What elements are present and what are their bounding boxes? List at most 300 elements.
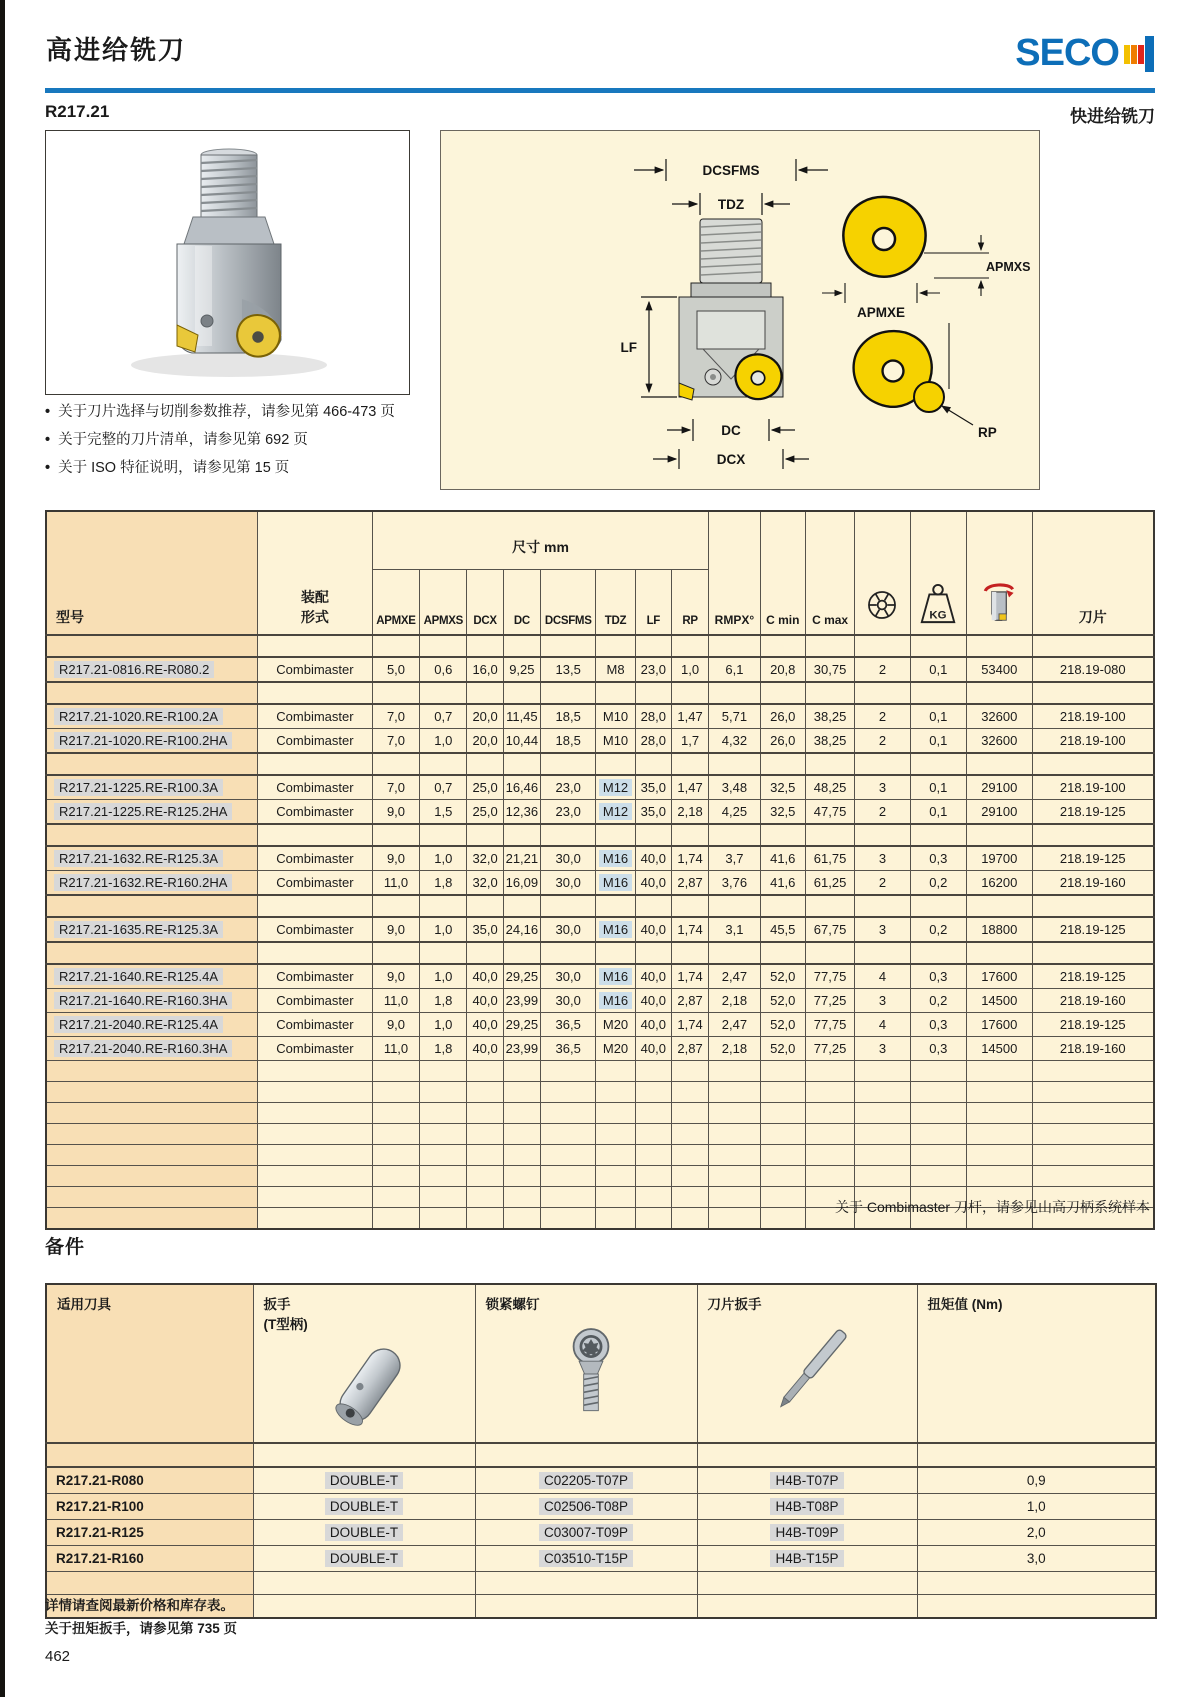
empty-cell [855, 1166, 910, 1187]
cell-model-value: R217.21-1225.RE-R100.3A [54, 779, 223, 796]
cell-rpm: 29100 [967, 800, 1032, 825]
cell-lf: 40,0 [635, 1037, 671, 1061]
cell-rpm: 14500 [967, 989, 1032, 1013]
empty-cell [855, 1103, 910, 1124]
empty-row [46, 824, 1154, 846]
empty-cell [967, 1166, 1032, 1187]
cell-dcx: 40,0 [467, 964, 503, 989]
cell-kg: 0,1 [910, 800, 966, 825]
page-number: 462 [45, 1648, 71, 1665]
cell-z: 4 [855, 1013, 910, 1037]
spare-col-key [697, 1284, 917, 1443]
cell-wrench-value: DOUBLE-T [325, 1524, 403, 1541]
empty-cell [910, 753, 966, 775]
cell-insert: 218.19-125 [1032, 800, 1154, 825]
cell-tdz-value: M16 [599, 850, 632, 867]
cell-screw [475, 1520, 697, 1546]
cell-apmxe: 9,0 [372, 846, 419, 871]
cell-dcsfms: 13,5 [541, 657, 596, 682]
cell-dcx: 32,0 [467, 871, 503, 896]
cell-key [697, 1467, 917, 1494]
empty-row [46, 682, 1154, 704]
cell-wrench [253, 1494, 475, 1520]
empty-cell [541, 1124, 596, 1145]
main-table-row [46, 989, 1154, 1013]
series-code: R217.21 [45, 102, 110, 121]
empty-cell [372, 635, 419, 657]
empty-cell [910, 824, 966, 846]
cell-apmxs: 1,0 [420, 1013, 467, 1037]
cell-dcsfms: 30,0 [541, 964, 596, 989]
cell-kg: 0,3 [910, 846, 966, 871]
cell-dcsfms: 18,5 [541, 704, 596, 729]
cell-rp: 2,87 [671, 989, 708, 1013]
empty-cell [671, 942, 708, 964]
cell-kg: 0,1 [910, 729, 966, 754]
empty-cell [805, 895, 854, 917]
cell-dc: 12,36 [503, 800, 540, 825]
empty-cell [805, 635, 854, 657]
empty-cell [671, 1124, 708, 1145]
empty-cell [372, 824, 419, 846]
empty-cell [1032, 942, 1154, 964]
cell-rpm: 32600 [967, 704, 1032, 729]
spare-table-row [46, 1520, 1156, 1546]
cell-dcx: 40,0 [467, 1013, 503, 1037]
empty-cell [855, 635, 910, 657]
lock-screw-image [486, 1319, 697, 1432]
empty-cell [372, 1166, 419, 1187]
cell-dcx: 40,0 [467, 989, 503, 1013]
empty-cell [503, 1082, 540, 1103]
cell-torque: 0,9 [917, 1467, 1156, 1494]
col-header-cmin: C min [760, 511, 805, 635]
cell-dcsfms: 36,5 [541, 1037, 596, 1061]
reference-notes [45, 400, 395, 484]
empty-cell [671, 635, 708, 657]
spare-table-row [46, 1546, 1156, 1572]
empty-cell [541, 1103, 596, 1124]
empty-cell [258, 942, 373, 964]
cell-rmpx: 3,48 [709, 775, 760, 800]
empty-cell [709, 1145, 760, 1166]
empty-cell [671, 895, 708, 917]
empty-cell [709, 635, 760, 657]
cell-screw [475, 1546, 697, 1572]
seco-logo-mark-icon [1124, 36, 1154, 72]
empty-cell [967, 942, 1032, 964]
empty-cell [709, 1166, 760, 1187]
cell-wrench-value: DOUBLE-T [325, 1472, 403, 1489]
max-rpm-icon [978, 579, 1020, 625]
cell-mount: Combimaster [258, 775, 373, 800]
empty-cell [467, 753, 503, 775]
empty-row [46, 1103, 1154, 1124]
empty-cell [420, 635, 467, 657]
col-header-lf: LF [635, 569, 671, 635]
empty-cell [1032, 1103, 1154, 1124]
cell-apmxs: 1,0 [420, 917, 467, 942]
empty-cell [635, 1061, 671, 1082]
empty-cell [910, 1103, 966, 1124]
cell-dcx: 35,0 [467, 917, 503, 942]
cell-insert: 218.19-160 [1032, 1037, 1154, 1061]
cell-rpm: 29100 [967, 775, 1032, 800]
cell-dc: 23,99 [503, 989, 540, 1013]
cell-key-value: H4B-T08P [770, 1498, 843, 1515]
spare-parts-table [45, 1283, 1157, 1619]
cell-dc: 10,44 [503, 729, 540, 754]
empty-cell [46, 635, 258, 657]
cell-z: 3 [855, 989, 910, 1013]
empty-cell [46, 895, 258, 917]
empty-cell [372, 1061, 419, 1082]
cell-cmax: 67,75 [805, 917, 854, 942]
empty-cell [967, 1124, 1032, 1145]
cell-model-value: R217.21-0816.RE-R080.2 [54, 661, 214, 678]
cell-model [46, 846, 258, 871]
cell-insert: 218.19-125 [1032, 964, 1154, 989]
cell-lf: 28,0 [635, 729, 671, 754]
empty-cell [503, 635, 540, 657]
col-header-rmpx: RMPX° [709, 511, 760, 635]
empty-cell [855, 1082, 910, 1103]
empty-cell [541, 895, 596, 917]
cell-tdz [596, 871, 635, 896]
empty-cell [253, 1572, 475, 1595]
cell-dcx: 32,0 [467, 846, 503, 871]
dimension-diagram [440, 130, 1040, 490]
empty-cell [1032, 1082, 1154, 1103]
dim-label-apmxe: APMXE [856, 305, 906, 320]
empty-cell [372, 1124, 419, 1145]
empty-cell [258, 1166, 373, 1187]
cell-z: 4 [855, 964, 910, 989]
cell-apmxe: 7,0 [372, 704, 419, 729]
cell-model [46, 1037, 258, 1061]
main-table-row [46, 846, 1154, 871]
empty-cell [372, 895, 419, 917]
empty-cell [258, 824, 373, 846]
t-wrench-image [264, 1339, 475, 1442]
empty-cell [671, 682, 708, 704]
cell-dcsfms: 30,0 [541, 917, 596, 942]
cell-cmax: 77,75 [805, 964, 854, 989]
empty-cell [1032, 1124, 1154, 1145]
cell-mount: Combimaster [258, 657, 373, 682]
cell-wrench-value: DOUBLE-T [325, 1498, 403, 1515]
empty-cell [760, 1103, 805, 1124]
empty-cell [46, 1103, 258, 1124]
cell-rpm: 17600 [967, 964, 1032, 989]
cell-z: 2 [855, 800, 910, 825]
cell-dcsfms: 23,0 [541, 775, 596, 800]
empty-cell [709, 753, 760, 775]
empty-cell [917, 1443, 1156, 1467]
spare-col-wrench [253, 1284, 475, 1443]
cell-cmin: 32,5 [760, 800, 805, 825]
empty-cell [503, 1124, 540, 1145]
cell-tdz: M20 [596, 1013, 635, 1037]
main-table-row [46, 1037, 1154, 1061]
empty-cell [46, 1061, 258, 1082]
empty-cell [467, 942, 503, 964]
cell-cmin: 41,6 [760, 871, 805, 896]
empty-cell [467, 1103, 503, 1124]
empty-cell [709, 1061, 760, 1082]
seco-logo-text: SECO [1015, 32, 1119, 74]
empty-cell [805, 753, 854, 775]
empty-cell [503, 1103, 540, 1124]
empty-cell [596, 1103, 635, 1124]
empty-cell [967, 1145, 1032, 1166]
cell-model-value: R217.21-1640.RE-R125.4A [54, 968, 223, 985]
cell-z: 2 [855, 704, 910, 729]
empty-cell [671, 1103, 708, 1124]
spare-table-body [46, 1443, 1156, 1618]
cell-dc: 21,21 [503, 846, 540, 871]
cell-model [46, 657, 258, 682]
cell-insert: 218.19-160 [1032, 989, 1154, 1013]
cell-rpm: 53400 [967, 657, 1032, 682]
dim-label-dc: DC [721, 423, 741, 438]
empty-cell [967, 635, 1032, 657]
empty-cell [967, 824, 1032, 846]
spare-table-row [46, 1494, 1156, 1520]
cell-rmpx: 4,32 [709, 729, 760, 754]
cell-rmpx: 2,47 [709, 1013, 760, 1037]
empty-row [46, 1124, 1154, 1145]
empty-cell [671, 1061, 708, 1082]
cell-rpm: 19700 [967, 846, 1032, 871]
empty-row [46, 1082, 1154, 1103]
cell-cmax: 38,25 [805, 704, 854, 729]
empty-cell [258, 682, 373, 704]
category-label: 快进给铣刀 [1070, 107, 1155, 126]
empty-cell [709, 682, 760, 704]
empty-cell [967, 753, 1032, 775]
cell-key [697, 1494, 917, 1520]
empty-cell [635, 1103, 671, 1124]
empty-cell [1032, 753, 1154, 775]
cell-apmxs: 1,8 [420, 1037, 467, 1061]
empty-cell [709, 942, 760, 964]
cell-rmpx: 4,25 [709, 800, 760, 825]
cell-torque: 1,0 [917, 1494, 1156, 1520]
empty-cell [420, 1166, 467, 1187]
empty-cell [760, 682, 805, 704]
cell-rmpx: 5,71 [709, 704, 760, 729]
empty-cell [1032, 824, 1154, 846]
weight-kg-icon [916, 583, 960, 625]
cell-model-value: R217.21-1020.RE-R100.2HA [54, 732, 232, 749]
cell-screw [475, 1494, 697, 1520]
cell-key [697, 1520, 917, 1546]
empty-cell [420, 1103, 467, 1124]
cell-model [46, 800, 258, 825]
empty-cell [46, 942, 258, 964]
combimaster-note: 关于 Combimaster 刀杆，请参见山高刀柄系统样本 [834, 1199, 1150, 1215]
cell-insert: 218.19-100 [1032, 775, 1154, 800]
cell-apmxe: 7,0 [372, 729, 419, 754]
empty-cell [258, 1082, 373, 1103]
dim-label-apmxs: APMXS [986, 260, 1031, 274]
cell-rp: 1,74 [671, 917, 708, 942]
empty-row [46, 1166, 1154, 1187]
empty-cell [503, 1166, 540, 1187]
cell-z: 2 [855, 871, 910, 896]
cell-dcsfms: 30,0 [541, 989, 596, 1013]
empty-row [46, 942, 1154, 964]
empty-cell [503, 1061, 540, 1082]
cell-apmxe: 5,0 [372, 657, 419, 682]
main-table-row [46, 917, 1154, 942]
cell-apmxs: 1,0 [420, 964, 467, 989]
empty-cell [635, 753, 671, 775]
cell-kg: 0,2 [910, 871, 966, 896]
cell-cmax: 77,25 [805, 989, 854, 1013]
empty-cell [258, 1145, 373, 1166]
empty-cell [697, 1595, 917, 1619]
cell-cmax: 77,25 [805, 1037, 854, 1061]
cell-dc: 16,46 [503, 775, 540, 800]
empty-cell [596, 682, 635, 704]
cell-rmpx: 3,1 [709, 917, 760, 942]
cell-rmpx: 2,47 [709, 964, 760, 989]
cell-dcsfms: 36,5 [541, 1013, 596, 1037]
cell-apmxe: 7,0 [372, 775, 419, 800]
main-table-row [46, 729, 1154, 754]
empty-cell [596, 1061, 635, 1082]
empty-cell [760, 635, 805, 657]
empty-cell [596, 753, 635, 775]
footer-note-price: 详情请查阅最新价格和库存表。 [45, 1598, 234, 1613]
cell-mount: Combimaster [258, 1037, 373, 1061]
cell-apmxe: 9,0 [372, 964, 419, 989]
empty-cell [967, 1103, 1032, 1124]
empty-cell [253, 1443, 475, 1467]
cell-lf: 28,0 [635, 704, 671, 729]
cell-screw-value: C03510-T15P [539, 1550, 633, 1567]
empty-cell [541, 753, 596, 775]
empty-cell [709, 1082, 760, 1103]
cell-lf: 35,0 [635, 775, 671, 800]
empty-cell [541, 824, 596, 846]
empty-cell [503, 942, 540, 964]
cell-mount: Combimaster [258, 800, 373, 825]
cell-model [46, 989, 258, 1013]
empty-cell [635, 942, 671, 964]
empty-cell [805, 1082, 854, 1103]
empty-cell [467, 1124, 503, 1145]
cell-lf: 40,0 [635, 846, 671, 871]
cell-dcx: 25,0 [467, 775, 503, 800]
empty-cell [596, 942, 635, 964]
empty-row [46, 753, 1154, 775]
cell-apmxe: 9,0 [372, 1013, 419, 1037]
cell-rpm: 17600 [967, 1013, 1032, 1037]
empty-cell [671, 753, 708, 775]
cell-lf: 40,0 [635, 1013, 671, 1037]
empty-cell [503, 753, 540, 775]
col-header-dcx: DCX [467, 569, 503, 635]
cell-cmin: 45,5 [760, 917, 805, 942]
empty-cell [253, 1595, 475, 1619]
col-header-cmax: C max [805, 511, 854, 635]
cell-tdz-value: M16 [599, 921, 632, 938]
empty-cell [467, 824, 503, 846]
cell-tool: R217.21-R160 [46, 1546, 253, 1572]
cell-tdz-value: M16 [599, 874, 632, 891]
cell-dcx: 25,0 [467, 800, 503, 825]
empty-cell [917, 1595, 1156, 1619]
col-header-insert: 刀片 [1032, 511, 1154, 635]
empty-cell [805, 1103, 854, 1124]
empty-cell [258, 753, 373, 775]
cell-kg: 0,3 [910, 1013, 966, 1037]
cell-apmxs: 0,7 [420, 704, 467, 729]
cell-model [46, 917, 258, 942]
main-table-body [46, 635, 1154, 1229]
empty-cell [46, 1145, 258, 1166]
cell-rpm: 14500 [967, 1037, 1032, 1061]
cell-lf: 40,0 [635, 964, 671, 989]
empty-cell [805, 1166, 854, 1187]
empty-cell [1032, 682, 1154, 704]
cell-dcsfms: 18,5 [541, 729, 596, 754]
cell-apmxe: 9,0 [372, 800, 419, 825]
empty-cell [805, 1145, 854, 1166]
cell-tool: R217.21-R125 [46, 1520, 253, 1546]
empty-cell [760, 1145, 805, 1166]
empty-cell [467, 1082, 503, 1103]
cell-model-value: R217.21-1632.RE-R160.2HA [54, 874, 232, 891]
empty-cell [910, 1124, 966, 1145]
empty-cell [372, 1145, 419, 1166]
spare-col-tool: 适用刀具 [46, 1284, 253, 1443]
empty-cell [855, 1145, 910, 1166]
cell-insert: 218.19-125 [1032, 1013, 1154, 1037]
empty-cell [635, 1124, 671, 1145]
cell-cmin: 52,0 [760, 989, 805, 1013]
col-header-tdz: TDZ [596, 569, 635, 635]
mount-header-line2: 形式 [300, 609, 329, 625]
empty-cell [46, 1082, 258, 1103]
cell-rmpx: 2,18 [709, 1037, 760, 1061]
empty-cell [420, 1061, 467, 1082]
empty-cell [503, 895, 540, 917]
cell-kg: 0,3 [910, 1037, 966, 1061]
empty-cell [503, 1145, 540, 1166]
spare-col-torque: 扭矩值 (Nm) [917, 1284, 1156, 1443]
bullet-iso-features: • 关于 ISO 特征说明，请参见第 15 页 [45, 456, 395, 477]
subheader-row [45, 102, 1155, 127]
empty-cell [503, 824, 540, 846]
cell-lf: 40,0 [635, 917, 671, 942]
empty-cell [967, 682, 1032, 704]
empty-cell [258, 1124, 373, 1145]
cell-model-value: R217.21-1225.RE-R125.2HA [54, 803, 232, 820]
spare-table-row [46, 1467, 1156, 1494]
empty-cell [596, 1124, 635, 1145]
dim-label-dcx: DCX [716, 452, 746, 467]
cell-dc: 16,09 [503, 871, 540, 896]
dim-label-dcsfms: DCSFMS [702, 163, 760, 178]
wrench-header-line1: 扳手 [263, 1297, 291, 1312]
cell-screw-value: C02205-T07P [539, 1472, 633, 1489]
cell-screw-value: C02506-T08P [539, 1498, 633, 1515]
cell-cmin: 52,0 [760, 1013, 805, 1037]
